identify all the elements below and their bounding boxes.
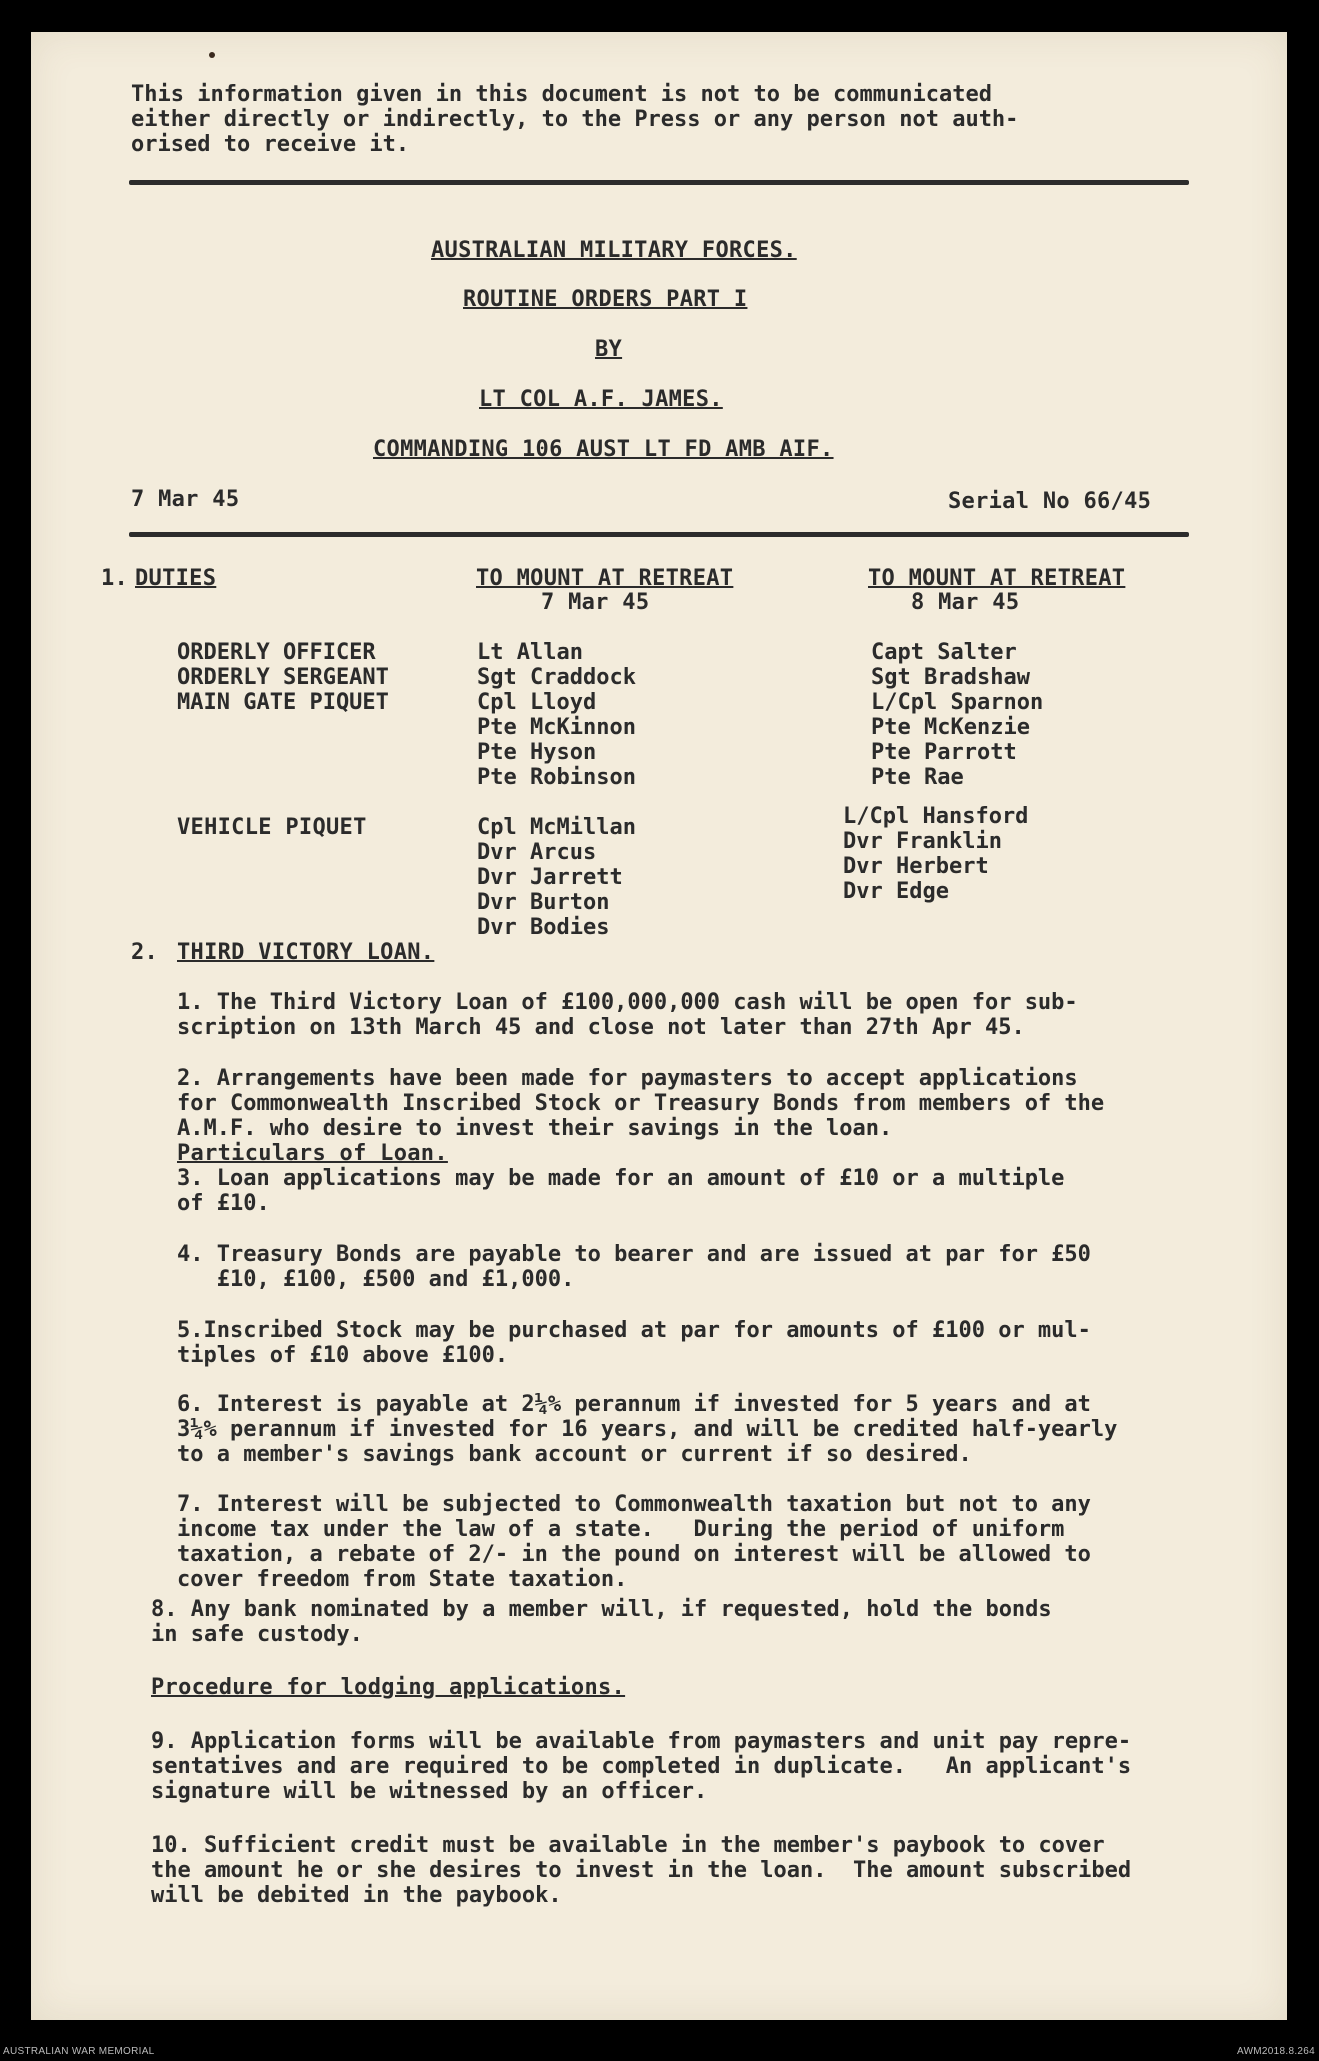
command-heading: COMMANDING 106 AUST LT FD AMB AIF.: [373, 437, 834, 462]
procedure-heading: Procedure for lodging applications.: [151, 1675, 626, 1700]
text-line: L/Cpl Sparnon: [871, 690, 1044, 715]
text-line: Pte Hyson: [477, 740, 597, 765]
loan-paragraph-8: [151, 1597, 1052, 1647]
footer-reference: AWM2018.8.264: [1236, 2046, 1315, 2057]
vehicle-piquet-8-mar: [843, 804, 1028, 904]
text-line: signature will be witnessed by an officer.: [151, 1779, 708, 1804]
text-line: will be debited in the paybook.: [151, 1883, 562, 1908]
text-line: Sgt Bradshaw: [871, 665, 1030, 690]
text-line: Dvr Edge: [843, 879, 949, 904]
loan-paragraph-3: [177, 1166, 1064, 1216]
text-line: Dvr Jarrett: [477, 865, 623, 890]
text-line: Dvr Franklin: [843, 829, 1002, 854]
vehicle-piquet-role: VEHICLE PIQUET: [177, 815, 367, 840]
by-heading: BY: [595, 337, 623, 362]
divider-top: [129, 180, 1189, 185]
text-line: Cpl Lloyd: [477, 690, 597, 715]
loan-paragraph-1: [177, 990, 1078, 1040]
text-line: Pte Parrott: [871, 740, 1017, 765]
confidentiality-notice: [131, 82, 1018, 157]
text-line: A.M.F. who desire to invest their savings in the loan.: [177, 1116, 893, 1141]
order-date: 7 Mar 45: [131, 487, 240, 512]
col1-date: 7 Mar 45: [541, 590, 650, 615]
text-line: £10, £100, £500 and £1,000.: [177, 1267, 575, 1292]
org-heading: AUSTRALIAN MILITARY FORCES.: [431, 238, 797, 263]
text-line: orised to receive it.: [131, 132, 410, 157]
text-line: Pte McKinnon: [477, 715, 636, 740]
footer-credit: AUSTRALIAN WAR MEMORIAL: [3, 2046, 155, 2057]
text-line: the amount he or she desires to invest in the loan. The amount subscribed: [151, 1858, 1132, 1883]
text-line: Dvr Herbert: [843, 854, 989, 879]
ink-mark: [209, 52, 215, 58]
text-line: scription on 13th March 45 and close not later than 27th Apr 45.: [177, 1015, 1025, 1040]
text-line: MAIN GATE PIQUET: [177, 690, 389, 715]
document-page: [31, 32, 1287, 2020]
text-line: 3¼% perannum if invested for 16 years, and will be credited half-yearly: [177, 1417, 1118, 1442]
duty-names-7-mar: [477, 640, 636, 790]
text-line: Pte Rae: [871, 765, 964, 790]
text-line: of £10.: [177, 1191, 270, 1216]
col2-title: TO MOUNT AT RETREAT: [868, 566, 1126, 591]
text-line: sentatives and are required to be completed in duplicate. An applicant's: [151, 1754, 1132, 1779]
text-line: Sgt Craddock: [477, 665, 636, 690]
section-number-duties: 1.: [101, 566, 129, 591]
text-line: 10. Sufficient credit must be available in the member's paybook to cover: [151, 1833, 1105, 1858]
text-line: either directly or indirectly, to the Press or any person not auth-: [131, 107, 1019, 132]
loan-paragraph-9: [151, 1729, 1131, 1804]
loan-paragraph-7: [177, 1492, 1091, 1592]
text-line: in safe custody.: [151, 1622, 363, 1647]
text-line: for Commonwealth Inscribed Stock or Treasury Bonds from members of the: [177, 1091, 1105, 1116]
particulars-heading: Particulars of Loan.: [177, 1141, 448, 1166]
col2-date: 8 Mar 45: [911, 590, 1020, 615]
duty-names-8-mar: [871, 640, 1043, 790]
text-line: Dvr Arcus: [477, 840, 597, 865]
text-line: 5.Inscribed Stock may be purchased at par for amounts of £100 or mul-: [177, 1318, 1091, 1343]
text-line: L/Cpl Hansford: [843, 804, 1029, 829]
text-line: Lt Allan: [477, 640, 583, 665]
text-line: 7. Interest will be subjected to Commonwealth taxation but not to any: [177, 1492, 1091, 1517]
divider-header: [129, 532, 1189, 537]
text-line: 8. Any bank nominated by a member will, if requested, hold the bonds: [151, 1597, 1052, 1622]
text-line: Dvr Burton: [477, 890, 610, 915]
duties-label: DUTIES: [135, 566, 217, 591]
text-line: 4. Treasury Bonds are payable to bearer and are issued at par for £50: [177, 1242, 1091, 1267]
vehicle-piquet-7-mar: [477, 815, 636, 940]
text-line: income tax under the law of a state. During the period of uniform: [177, 1517, 1065, 1542]
loan-title: THIRD VICTORY LOAN.: [177, 940, 435, 965]
orders-heading: ROUTINE ORDERS PART I: [463, 287, 748, 312]
text-line: 1. The Third Victory Loan of £100,000,000 cash will be open for sub-: [177, 990, 1078, 1015]
text-line: 9. Application forms will be available from paymasters and unit pay repre-: [151, 1729, 1132, 1754]
section-number-loan: 2.: [131, 940, 159, 965]
text-line: tiples of £10 above £100.: [177, 1343, 509, 1368]
text-line: ORDERLY OFFICER: [177, 640, 376, 665]
text-line: 3. Loan applications may be made for an amount of £10 or a multiple: [177, 1166, 1065, 1191]
text-line: Dvr Bodies: [477, 915, 610, 940]
text-line: cover freedom from State taxation.: [177, 1567, 628, 1592]
loan-paragraph-6: [177, 1392, 1117, 1467]
text-line: 6. Interest is payable at 2¼% perannum if invested for 5 years and at: [177, 1392, 1091, 1417]
loan-paragraph-2: [177, 1066, 1104, 1141]
text-line: 2. Arrangements have been made for paymasters to accept applications: [177, 1066, 1078, 1091]
loan-paragraph-4: [177, 1242, 1091, 1292]
text-line: This information given in this document is not to be communicated: [131, 82, 992, 107]
text-line: Pte McKenzie: [871, 715, 1030, 740]
loan-paragraph-10: [151, 1833, 1131, 1908]
loan-paragraph-5: [177, 1318, 1091, 1368]
text-line: Capt Salter: [871, 640, 1017, 665]
serial-number: Serial No 66/45: [948, 489, 1152, 514]
text-line: Pte Robinson: [477, 765, 636, 790]
officer-heading: LT COL A.F. JAMES.: [479, 387, 723, 412]
col1-title: TO MOUNT AT RETREAT: [476, 566, 734, 591]
text-line: Cpl McMillan: [477, 815, 636, 840]
text-line: taxation, a rebate of 2/- in the pound on interest will be allowed to: [177, 1542, 1091, 1567]
text-line: ORDERLY SERGEANT: [177, 665, 389, 690]
duty-roles: [177, 640, 389, 715]
text-line: to a member's savings bank account or current if so desired.: [177, 1442, 972, 1467]
